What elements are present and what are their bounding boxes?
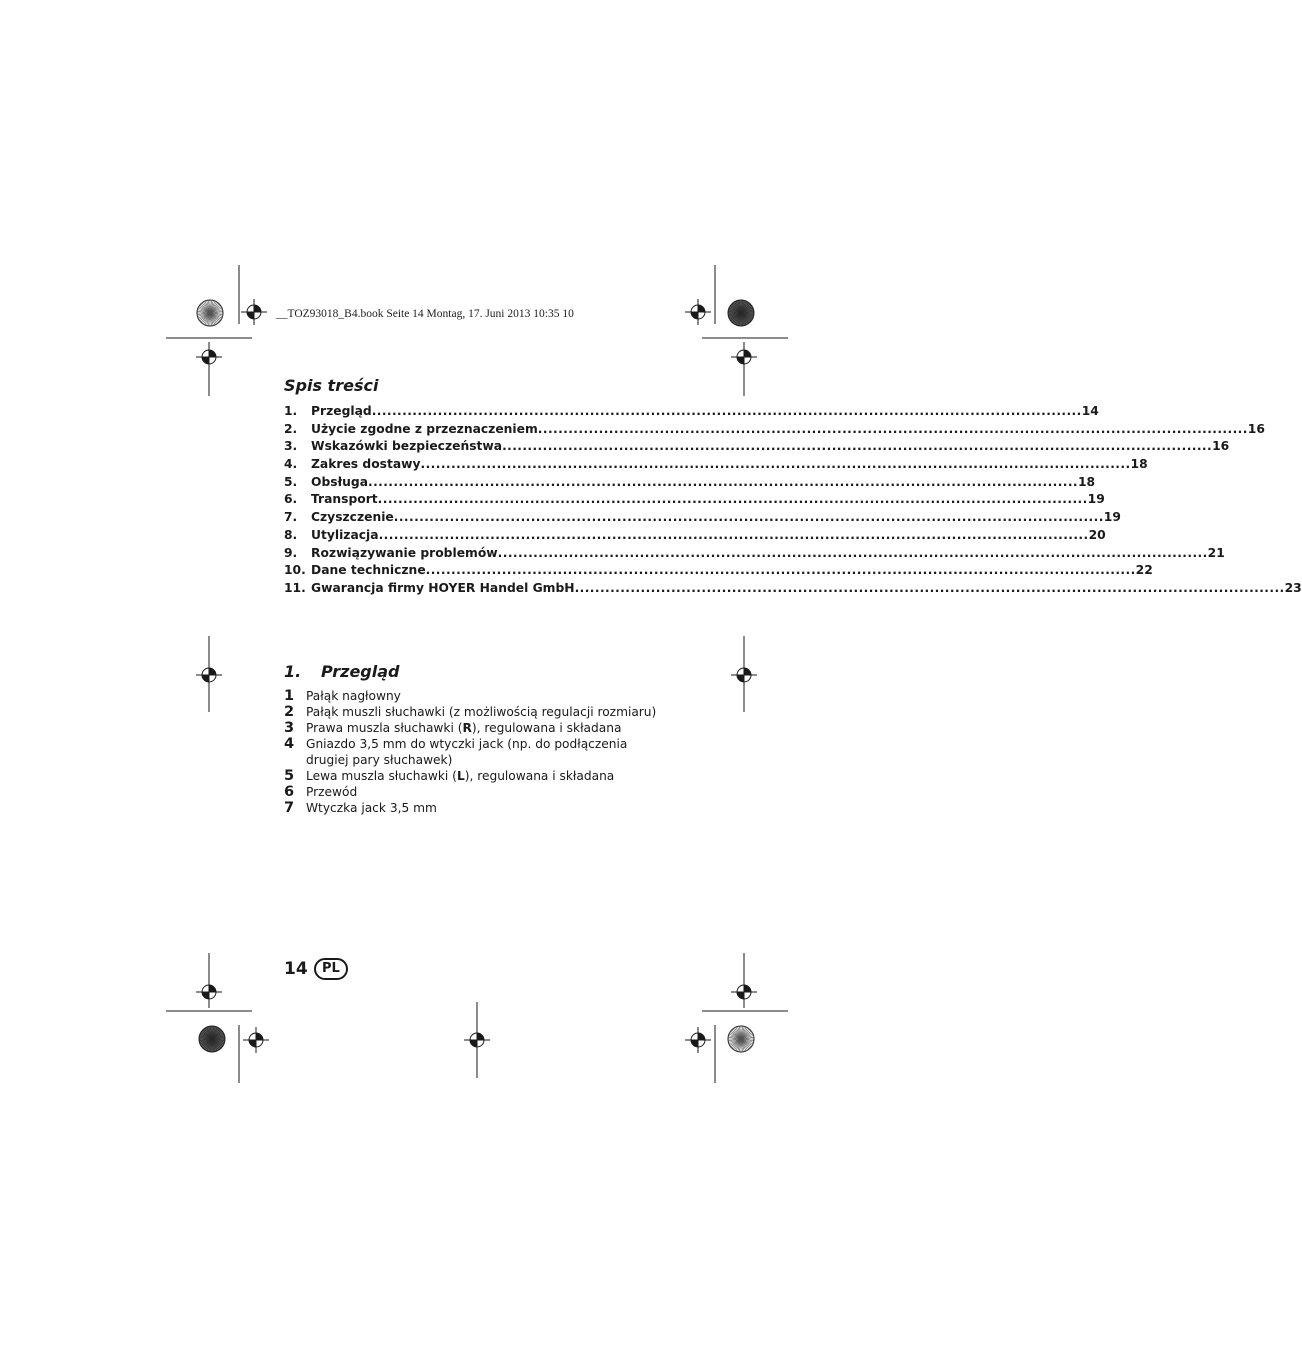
part-text: Pałąk muszli słuchawki (z możliwością regulacji rozmiaru) xyxy=(306,705,657,719)
part-number: 7 xyxy=(284,800,295,816)
part-text: Prawa muszla słuchawki ( xyxy=(306,721,463,735)
toc-dot-leader: ............................................................................................................................................ xyxy=(368,474,1078,489)
part-text: Wtyczka jack 3,5 mm xyxy=(306,801,437,815)
toc-title: Spis treści xyxy=(284,376,379,395)
toc-dot-leader: ............................................................................................................................................ xyxy=(502,439,1213,454)
toc-item-number: 6. xyxy=(284,492,298,507)
registration-fill xyxy=(470,1040,477,1047)
part-description xyxy=(306,704,664,720)
toc-item-number: 5. xyxy=(284,474,298,489)
part-description xyxy=(306,720,664,736)
part-item xyxy=(284,784,664,800)
part-number: 1 xyxy=(284,688,295,704)
part-text: Lewa muszla słuchawki ( xyxy=(306,769,457,783)
section-title-text: Przegląd xyxy=(321,662,400,681)
toc-item-page: 14 xyxy=(1081,404,1099,418)
part-number: 5 xyxy=(284,768,295,784)
toc-item-page: 16 xyxy=(1247,421,1265,436)
part-item xyxy=(284,720,664,736)
part-text-after: ), regulowana i składana xyxy=(471,721,622,735)
toc-item-page: 19 xyxy=(1087,492,1105,507)
registration-fill xyxy=(744,668,751,675)
toc-item-number: 8. xyxy=(284,527,298,542)
file-info-header: __TOZ93018_B4.book Seite 14 Montag, 17. Juni 2013 10:35 10 xyxy=(276,308,574,320)
part-side-letter: R xyxy=(462,721,472,735)
registration-fill xyxy=(744,985,751,992)
toc-item-label: Gwarancja firmy HOYER Handel GmbH xyxy=(311,580,575,595)
registration-fill xyxy=(249,1040,256,1047)
toc-dot-leader: ............................................................................................................................................ xyxy=(574,580,1285,595)
toc-item-label: Rozwiązywanie problemów xyxy=(311,545,498,560)
registration-fill xyxy=(698,305,705,312)
registration-fill xyxy=(254,305,261,312)
toc-item-label: Przegląd xyxy=(311,404,372,418)
part-text: Gniazdo 3,5 mm do wtyczki jack (np. do podłączenia drugiej pary słuchawek) xyxy=(306,737,628,767)
registration-fill xyxy=(202,675,209,682)
part-text: Przewód xyxy=(306,785,358,799)
registration-fill xyxy=(202,992,209,999)
toc-item xyxy=(284,474,1096,493)
toc-item-number: 7. xyxy=(284,510,298,525)
toc-item-page: 16 xyxy=(1212,439,1230,454)
toc-item-label: Zakres dostawy xyxy=(311,457,421,472)
part-number: 3 xyxy=(284,720,295,736)
part-description xyxy=(306,736,664,768)
language-badge: PL xyxy=(314,958,348,980)
registration-fill xyxy=(737,675,744,682)
toc-item-number: 4. xyxy=(284,457,298,472)
part-item xyxy=(284,704,664,720)
part-number: 2 xyxy=(284,704,295,720)
part-text: Pałąk nagłowny xyxy=(306,689,401,703)
registration-fill xyxy=(691,1040,698,1047)
registration-fill xyxy=(477,1033,484,1040)
toc-item-label: Dane techniczne xyxy=(311,563,426,578)
toc-item xyxy=(284,421,1265,440)
toc-item xyxy=(284,457,1148,475)
registration-fill xyxy=(256,1033,263,1040)
toc-item-page: 21 xyxy=(1207,545,1225,560)
part-description xyxy=(306,800,664,816)
toc-item-number: 10. xyxy=(284,563,306,578)
toc-item-page: 20 xyxy=(1088,527,1106,542)
registration-fill xyxy=(209,985,216,992)
toc-item-number: 11. xyxy=(284,580,306,595)
registration-fill xyxy=(744,350,751,357)
part-number: 6 xyxy=(284,784,295,800)
registration-fill xyxy=(202,357,209,364)
toc-item xyxy=(284,510,1121,528)
part-description xyxy=(306,784,664,800)
toc-item-label: Obsługa xyxy=(311,474,368,489)
section-title xyxy=(284,662,399,681)
toc-dot-leader: ............................................................................................................................................ xyxy=(377,492,1088,507)
part-item xyxy=(284,736,664,768)
toc-dot-leader: ............................................................................................................................................ xyxy=(537,421,1248,436)
part-item xyxy=(284,768,664,784)
toc-dot-leader: ............................................................................................................................................ xyxy=(378,527,1089,542)
toc-item-label: Użycie zgodne z przeznaczeniem xyxy=(311,421,538,436)
part-item xyxy=(284,688,664,704)
part-item xyxy=(284,800,664,816)
toc-item xyxy=(284,545,1225,564)
toc-dot-leader: ............................................................................................................................................ xyxy=(420,457,1131,472)
registration-fill xyxy=(737,357,744,364)
toc-dot-leader: ............................................................................................................................................ xyxy=(371,404,1082,418)
part-text-after: ), regulowana i składana xyxy=(464,769,615,783)
toc-item-page: 19 xyxy=(1103,510,1121,525)
registration-fill xyxy=(247,312,254,319)
registration-fill xyxy=(209,668,216,675)
toc-item-number: 1. xyxy=(284,404,298,418)
parts-list xyxy=(284,688,664,816)
toc-dot-leader: ............................................................................................................................................ xyxy=(497,545,1208,560)
toc-item-label: Wskazówki bezpieczeństwa xyxy=(311,439,503,454)
registration-fill xyxy=(691,312,698,319)
toc-item-page: 18 xyxy=(1130,457,1148,472)
section-number: 1. xyxy=(284,662,302,681)
toc-item-label: Czyszczenie xyxy=(311,510,394,525)
toc-item xyxy=(284,404,1099,422)
toc-item-label: Utylizacja xyxy=(311,527,379,542)
toc-item xyxy=(284,527,1106,546)
toc-item-page: 18 xyxy=(1078,474,1096,489)
page-number: 14 xyxy=(284,959,308,979)
toc-dot-leader: ............................................................................................................................................ xyxy=(393,510,1104,525)
registration-fill xyxy=(737,992,744,999)
part-description xyxy=(306,688,664,704)
toc-item-number: 9. xyxy=(284,545,298,560)
toc-item xyxy=(284,563,1153,581)
registration-fill xyxy=(698,1033,705,1040)
toc-dot-leader: ............................................................................................................................................ xyxy=(425,563,1136,578)
part-description xyxy=(306,768,664,784)
page-footer xyxy=(284,958,348,980)
table-of-contents xyxy=(284,404,1302,599)
toc-item-number: 2. xyxy=(284,421,298,436)
toc-item-page: 23 xyxy=(1284,580,1302,595)
toc-item-number: 3. xyxy=(284,439,298,454)
toc-item-label: Transport xyxy=(311,492,378,507)
part-number: 4 xyxy=(284,736,295,752)
toc-item xyxy=(284,492,1105,510)
toc-item xyxy=(284,439,1230,457)
registration-fill xyxy=(209,350,216,357)
part-side-letter: L xyxy=(456,769,465,783)
toc-item xyxy=(284,580,1302,599)
toc-item-page: 22 xyxy=(1135,563,1153,578)
